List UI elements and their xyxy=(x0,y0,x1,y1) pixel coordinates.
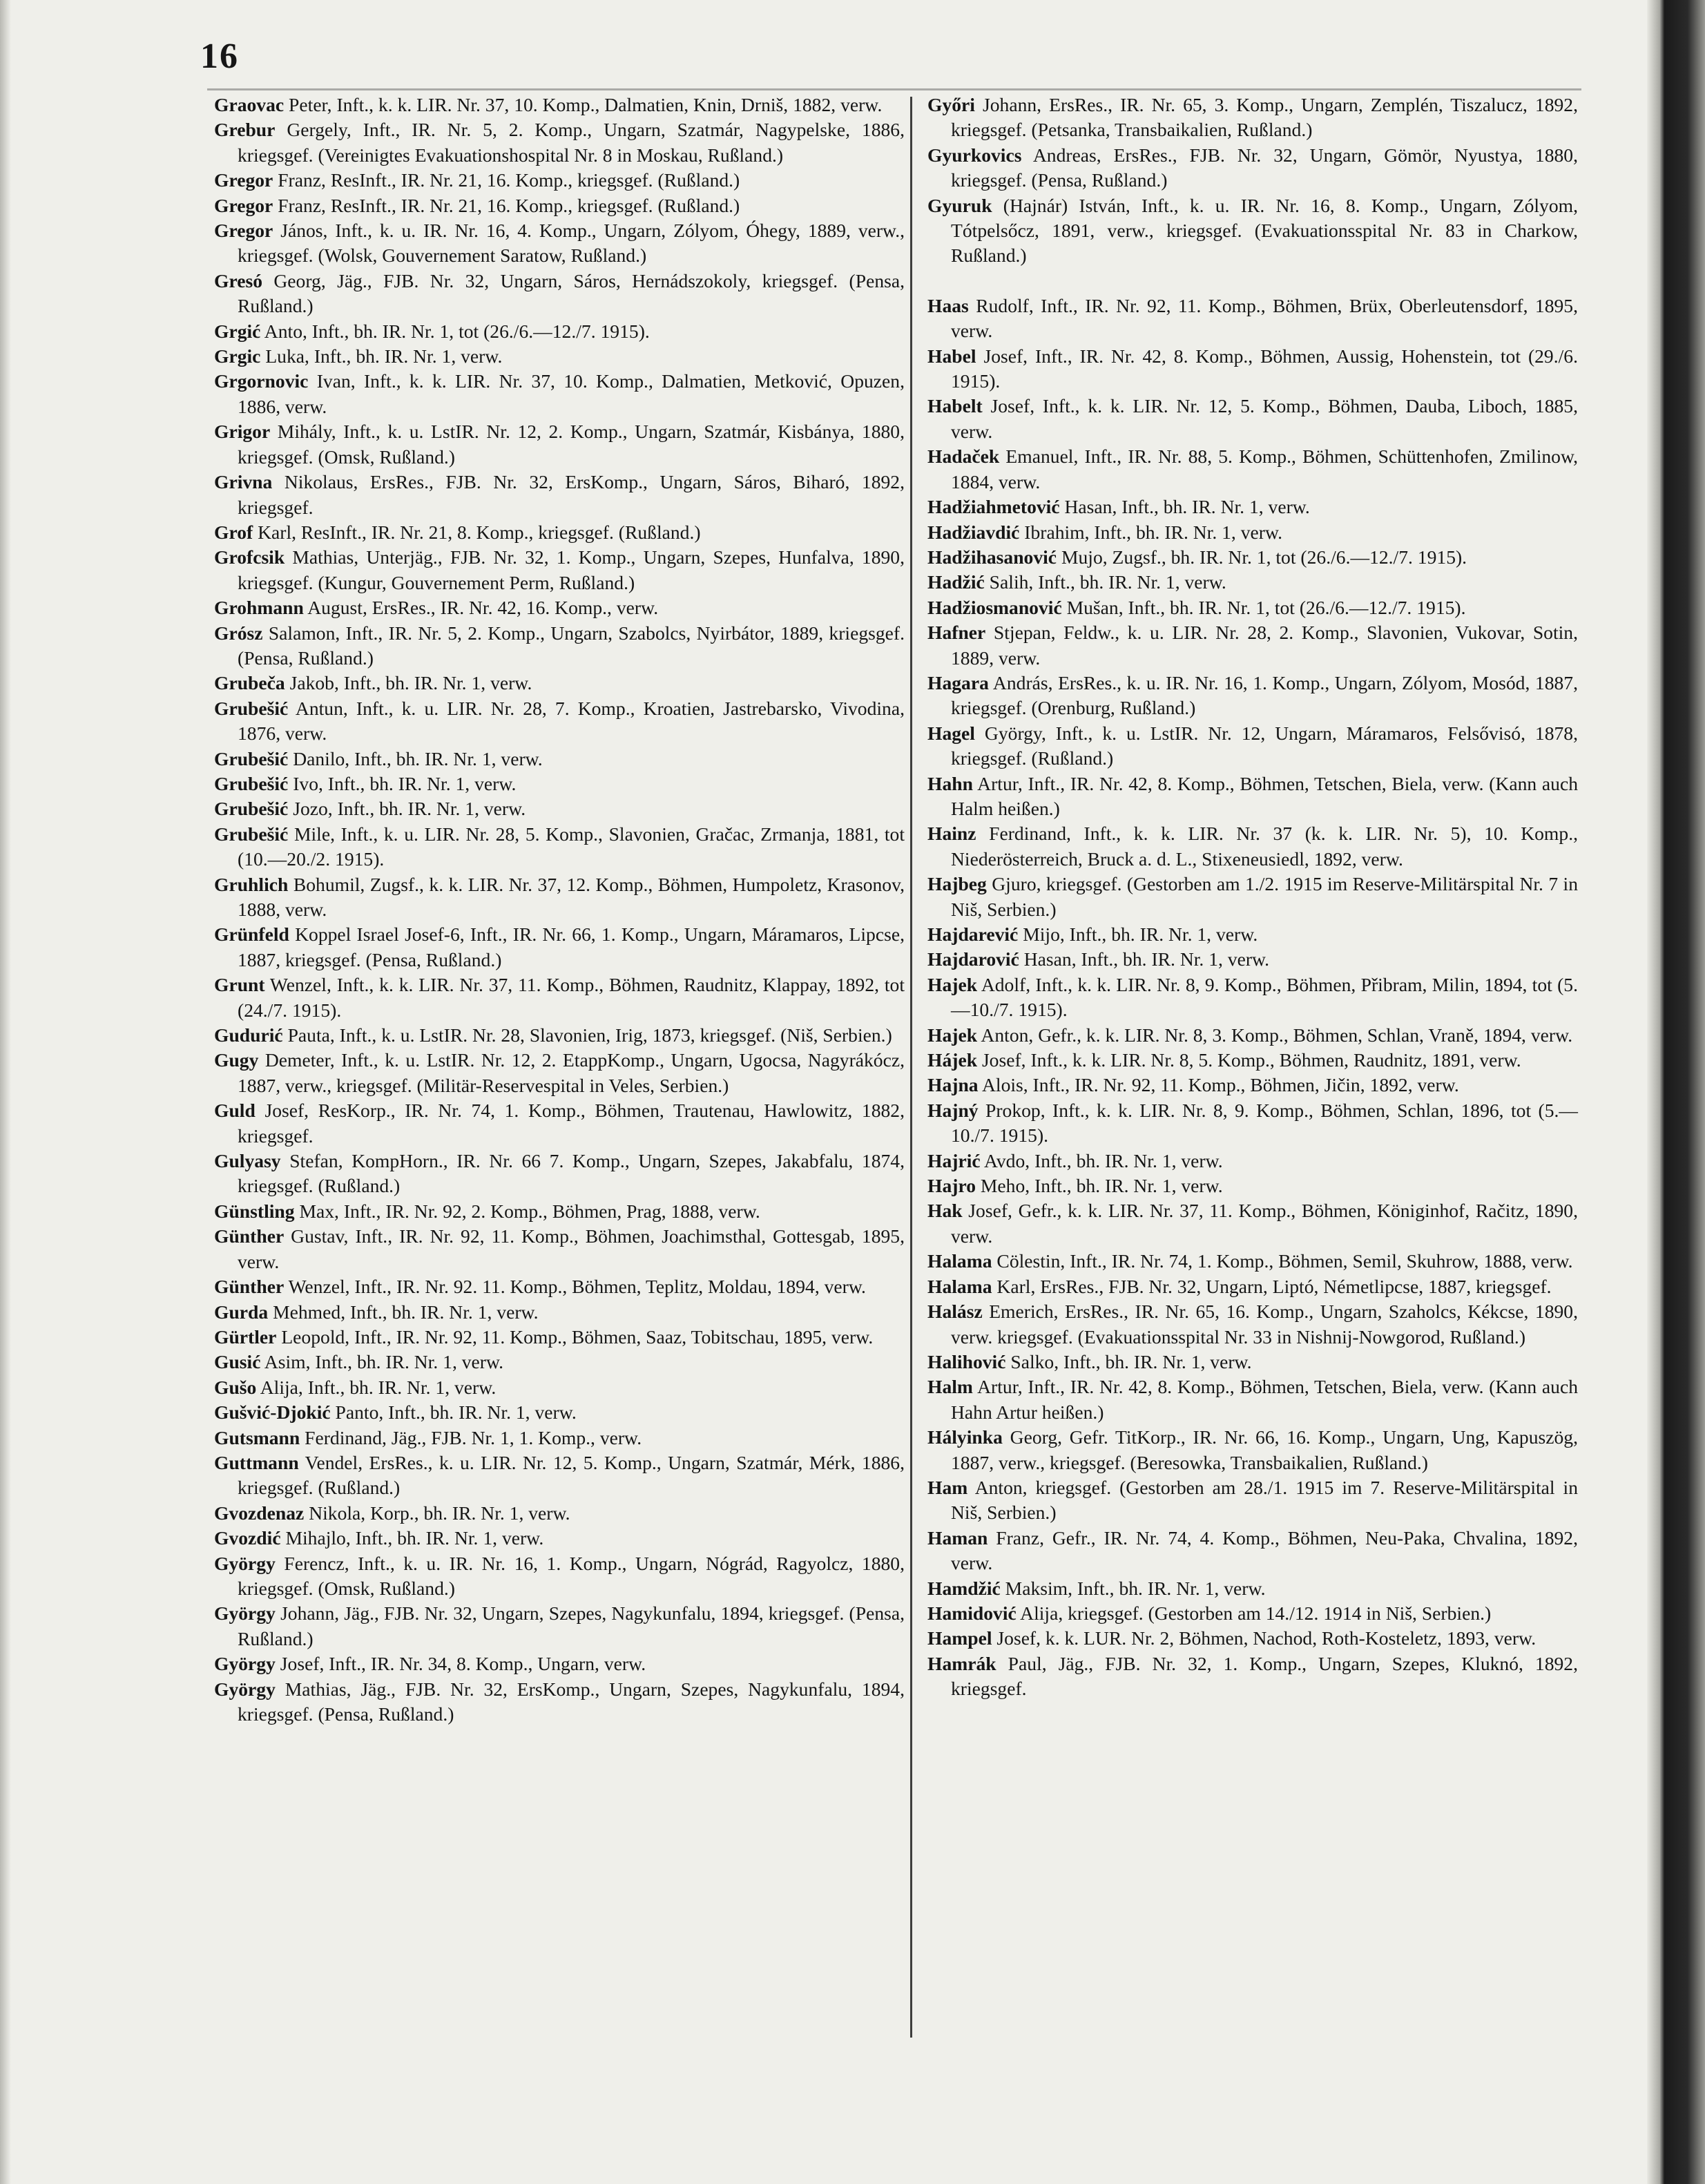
entry-details: Mathias, Jäg., FJB. Nr. 32, ErsKomp., Ungarn, Szepes, Nagykunfalu, 1894, kriegsgef. (Pensa, Rußland.) xyxy=(238,1678,905,1725)
entry-details: Josef, Inft., IR. Nr. 34, 8. Komp., Ungarn, verw. xyxy=(275,1653,646,1675)
entry-details: Artur, Inft., IR. Nr. 42, 8. Komp., Böhmen, Tetschen, Biela, verw. (Kann auch Hahn Artur heißen.) xyxy=(951,1376,1578,1423)
entry-details: Panto, Inft., bh. IR. Nr. 1, verw. xyxy=(330,1401,577,1424)
entry-surname: Hak xyxy=(927,1200,963,1222)
list-entry xyxy=(927,1023,1578,1048)
list-entry xyxy=(214,1450,905,1501)
entry-surname: Hajný xyxy=(927,1099,979,1121)
list-entry xyxy=(927,1249,1578,1274)
entry-details: Gustav, Inft., IR. Nr. 92, 11. Komp., Böhmen, Joachimsthal, Gottesgab, 1895, verw. xyxy=(238,1225,905,1272)
entry-details: Avdo, Inft., bh. IR. Nr. 1, verw. xyxy=(980,1149,1223,1171)
entry-surname: Halász xyxy=(927,1301,983,1323)
entry-details: Josef, ResKorp., IR. Nr. 74, 1. Komp., Böhmen, Trautenau, Hawlowitz, 1882, kriegsgef. xyxy=(238,1100,905,1147)
list-entry xyxy=(927,922,1578,947)
list-entry xyxy=(214,772,905,796)
entry-details: Ibrahim, Inft., bh. IR. Nr. 1, verw. xyxy=(1019,521,1282,543)
entry-surname: Grubešić xyxy=(214,823,289,845)
entry-details: Alois, Inft., IR. Nr. 92, 11. Komp., Böhmen, Jičin, 1892, verw. xyxy=(978,1074,1459,1096)
entry-details: Jozo, Inft., bh. IR. Nr. 1, verw. xyxy=(288,798,526,820)
entry-details: Mehmed, Inft., bh. IR. Nr. 1, verw. xyxy=(268,1301,539,1323)
entry-details: Mujo, Zugsf., bh. IR. Nr. 1, tot (26./6.—12./7. 1915). xyxy=(1057,546,1467,568)
list-entry xyxy=(927,821,1578,872)
entry-surname: Grohmann xyxy=(214,597,304,619)
entry-details: Anton, Gefr., k. k. LIR. Nr. 8, 3. Komp., Böhmen, Schlan, Vraně, 1894, verw. xyxy=(977,1024,1573,1046)
list-entry xyxy=(927,1350,1578,1374)
entry-surname: Grósz xyxy=(214,622,263,644)
list-entry xyxy=(214,1501,905,1526)
entry-surname: Hampel xyxy=(927,1627,992,1649)
entry-surname: György xyxy=(214,1602,276,1625)
list-entry xyxy=(214,93,905,117)
entry-details: Ivo, Inft., bh. IR. Nr. 1, verw. xyxy=(288,772,517,794)
entry-surname: Gugy xyxy=(214,1049,259,1071)
list-entry xyxy=(927,1073,1578,1098)
list-entry xyxy=(214,1274,905,1299)
list-entry xyxy=(214,319,905,344)
entry-surname: Günther xyxy=(214,1276,285,1298)
section-gap xyxy=(927,269,1578,294)
entry-surname: Halama xyxy=(927,1250,992,1272)
entry-details: Gergely, Inft., IR. Nr. 5, 2. Komp., Ungarn, Szatmár, Nagypelske, 1886, kriegsgef. (Vereinigtes Evakuationshospital Nr. 8 in Moskau, Rußland.) xyxy=(238,119,905,166)
list-entry xyxy=(927,1475,1578,1526)
entry-surname: Hadaček xyxy=(927,446,1000,468)
entry-details: Maksim, Inft., bh. IR. Nr. 1, verw. xyxy=(1000,1577,1266,1599)
list-entry xyxy=(214,1300,905,1325)
entry-details: Meho, Inft., bh. IR. Nr. 1, verw. xyxy=(976,1175,1223,1197)
entry-details: Wenzel, Inft., k. k. LIR. Nr. 37, 11. Komp., Böhmen, Raudnitz, Klappay, 1892, tot (24./7. 1915). xyxy=(238,974,905,1021)
entry-details: Josef, Inft., k. k. LIR. Nr. 12, 5. Komp., Böhmen, Dauba, Liboch, 1885, verw. xyxy=(951,395,1578,442)
entry-surname: Grubešić xyxy=(214,747,289,769)
entry-surname: György xyxy=(214,1653,276,1675)
entry-details: Peter, Inft., k. k. LIR. Nr. 37, 10. Komp., Dalmatien, Knin, Drniš, 1882, verw. xyxy=(284,94,883,115)
list-entry xyxy=(214,1601,905,1651)
entry-surname: Hajdarović xyxy=(927,948,1019,970)
entry-surname: Hajek xyxy=(927,1024,978,1046)
list-entry xyxy=(927,1274,1578,1299)
entry-details: Salko, Inft., bh. IR. Nr. 1, verw. xyxy=(1005,1350,1252,1372)
list-entry xyxy=(214,117,905,168)
entry-details: Max, Inft., IR. Nr. 92, 2. Komp., Böhmen, Prag, 1888, verw. xyxy=(294,1200,760,1222)
entry-surname: Hadžiahmetović xyxy=(927,496,1060,518)
entry-details: Ivan, Inft., k. k. LIR. Nr. 37, 10. Komp., Dalmatien, Metković, Opuzen, 1886, verw. xyxy=(238,370,905,417)
entry-surname: Hamidović xyxy=(927,1602,1017,1624)
list-entry xyxy=(214,621,905,671)
entry-details: János, Inft., k. u. IR. Nr. 16, 4. Komp., Ungarn, Zólyom, Óhegy, 1889, verw., kriegsgef. (Wolsk, Gouvernement Saratow, Rußland.) xyxy=(238,220,905,267)
list-entry xyxy=(927,1098,1578,1149)
list-entry xyxy=(927,1576,1578,1601)
list-entry xyxy=(927,143,1578,193)
entry-details: Mihály, Inft., k. u. LstIR. Nr. 12, 2. Komp., Ungarn, Szatmár, Kisbánya, 1880, kriegsgef. (Omsk, Rußland.) xyxy=(238,421,905,468)
entry-details: Franz, ResInft., IR. Nr. 21, 16. Komp., kriegsgef. (Rußland.) xyxy=(273,194,740,216)
entry-surname: Graovac xyxy=(214,94,285,115)
entry-details: Georg, Jäg., FJB. Nr. 32, Ungarn, Sáros, Hernádszokoly, kriegsgef. (Pensa, Rußland.) xyxy=(238,269,905,317)
entry-surname: Hajdarević xyxy=(927,923,1019,945)
entry-details: Wenzel, Inft., IR. Nr. 92. 11. Komp., Böhmen, Teplitz, Moldau, 1894, verw. xyxy=(284,1276,866,1298)
entry-surname: Gregor xyxy=(214,194,273,216)
entry-details: Jakob, Inft., bh. IR. Nr. 1, verw. xyxy=(285,672,532,694)
entry-details: Mathias, Unterjäg., FJB. Nr. 32, 1. Komp., Ungarn, Szepes, Hunfalva, 1890, kriegsgef. (Kungur, Gouvernement Perm, Rußland.) xyxy=(238,546,905,593)
entry-surname: Günstling xyxy=(214,1200,295,1222)
entry-details: Stjepan, Feldw., k. u. LIR. Nr. 28, 2. Komp., Slavonien, Vukovar, Sotin, 1889, verw. xyxy=(951,622,1578,669)
entry-surname: Gvozdić xyxy=(214,1527,281,1549)
scan-edge-left xyxy=(0,0,11,2184)
entry-details: András, ErsRes., k. u. IR. Nr. 16, 1. Komp., Ungarn, Zólyom, Mosód, 1887, kriegsgef. (Orenburg, Rußland.) xyxy=(951,671,1578,719)
entry-surname: Gregor xyxy=(214,169,273,191)
scan-edge-right xyxy=(1647,0,1705,2184)
list-entry xyxy=(214,344,905,369)
entry-details: Alija, Inft., bh. IR. Nr. 1, verw. xyxy=(256,1376,497,1398)
list-entry xyxy=(927,772,1578,822)
entry-surname: Gutsmann xyxy=(214,1426,300,1448)
entry-details: (Hajnár) István, Inft., k. u. IR. Nr. 16, 8. Komp., Ungarn, Zólyom, Tótpelsőcz, 1891, verw., kriegsgef. (Evakuationsspital Nr. 83 in Charkow, Rußland.) xyxy=(951,194,1578,267)
list-entry xyxy=(214,1149,905,1199)
entry-details: Luka, Inft., bh. IR. Nr. 1, verw. xyxy=(260,345,503,367)
list-entry xyxy=(927,947,1578,972)
list-entry xyxy=(927,973,1578,1023)
entry-surname: Grubešić xyxy=(214,697,289,719)
list-entry xyxy=(214,595,905,620)
list-entry xyxy=(927,1601,1578,1626)
entry-surname: Gudurić xyxy=(214,1024,283,1046)
list-entry xyxy=(927,444,1578,495)
entry-surname: Halihović xyxy=(927,1350,1006,1372)
list-entry xyxy=(927,1526,1578,1576)
list-entry xyxy=(214,168,905,193)
entry-surname: Habelt xyxy=(927,395,983,417)
entry-details: Nikola, Korp., bh. IR. Nr. 1, verw. xyxy=(304,1502,570,1524)
entry-surname: Gusić xyxy=(214,1351,261,1373)
entry-surname: Hajek xyxy=(927,973,978,995)
entry-details: Salamon, Inft., IR. Nr. 5, 2. Komp., Ungarn, Szabolcs, Nyirbátor, 1889, kriegsgef. (Pensa, Rußland.) xyxy=(238,622,905,669)
list-entry xyxy=(214,269,905,319)
entry-surname: Gregor xyxy=(214,220,273,242)
list-entry xyxy=(927,545,1578,570)
entry-details: Ferdinand, Inft., k. k. LIR. Nr. 37 (k. k. LIR. Nr. 5), 10. Komp., Niederösterreich, Bruck a. d. L., Stixeneusiedl, 1892, verw. xyxy=(951,823,1578,870)
list-entry xyxy=(927,193,1578,269)
entry-surname: Gurda xyxy=(214,1301,269,1323)
list-entry xyxy=(214,696,905,747)
list-entry xyxy=(927,570,1578,595)
list-entry xyxy=(214,822,905,872)
entry-details: Ferdinand, Jäg., FJB. Nr. 1, 1. Komp., verw. xyxy=(300,1426,642,1448)
list-entry xyxy=(214,419,905,470)
list-entry xyxy=(214,1023,905,1048)
entry-surname: Hajrić xyxy=(927,1149,981,1171)
entry-surname: Hajbeg xyxy=(927,873,987,895)
list-entry xyxy=(214,1651,905,1676)
entry-details: Johann, Jäg., FJB. Nr. 32, Ungarn, Szepes, Nagykunfalu, 1894, kriegsgef. (Pensa, Rußland.) xyxy=(238,1602,905,1649)
list-entry xyxy=(927,1149,1578,1174)
entry-details: August, ErsRes., IR. Nr. 42, 16. Komp., verw. xyxy=(303,597,659,619)
list-entry xyxy=(214,545,905,595)
entry-details: Artur, Inft., IR. Nr. 42, 8. Komp., Böhmen, Tetschen, Biela, verw. (Kann auch Halm heißen.) xyxy=(951,772,1578,819)
list-entry xyxy=(214,922,905,973)
list-entry xyxy=(927,620,1578,671)
entry-surname: Hadžihasanović xyxy=(927,546,1057,568)
list-entry xyxy=(214,1375,905,1400)
entry-surname: Grubešić xyxy=(214,798,289,820)
entry-details: Emerich, ErsRes., IR. Nr. 65, 16. Komp., Ungarn, Szaholcs, Kékcse, 1890, verw. kriegsgef. (Evakuationsspital Nr. 33 in Nishnij-Nowgorod, Rußland.) xyxy=(951,1301,1578,1348)
entry-surname: Günther xyxy=(214,1225,285,1247)
entry-details: Emanuel, Inft., IR. Nr. 88, 5. Komp., Böhmen, Schüttenhofen, Zmilinow, 1884, verw. xyxy=(951,446,1578,492)
entry-surname: Gyurkovics xyxy=(927,144,1022,166)
list-entry xyxy=(927,1299,1578,1350)
entry-details: Hasan, Inft., bh. IR. Nr. 1, verw. xyxy=(1019,948,1270,970)
entry-surname: Gyuruk xyxy=(927,194,992,216)
entry-surname: Hainz xyxy=(927,823,976,845)
header-rule xyxy=(207,88,1581,90)
list-entry xyxy=(927,520,1578,545)
entry-surname: Gušo xyxy=(214,1376,257,1398)
list-entry xyxy=(927,872,1578,922)
entry-surname: Grivna xyxy=(214,471,273,493)
entry-details: Danilo, Inft., bh. IR. Nr. 1, verw. xyxy=(288,747,543,769)
list-entry xyxy=(214,747,905,772)
entry-details: Cölestin, Inft., IR. Nr. 74, 1. Komp., Böhmen, Semil, Skuhrow, 1888, verw. xyxy=(992,1250,1573,1272)
list-entry xyxy=(214,1350,905,1374)
entry-details: Rudolf, Inft., IR. Nr. 92, 11. Komp., Böhmen, Brüx, Oberleutensdorf, 1895, verw. xyxy=(951,294,1578,342)
entry-surname: Halm xyxy=(927,1376,973,1398)
entry-details: György, Inft., k. u. LstIR. Nr. 12, Ungarn, Máramaros, Felsővisó, 1878, kriegsgef. (Rußland.) xyxy=(951,722,1578,769)
entry-surname: Grof xyxy=(214,521,253,543)
entry-surname: Hamrák xyxy=(927,1652,996,1674)
left-column xyxy=(214,93,905,1727)
list-entry xyxy=(214,369,905,419)
entry-surname: Haas xyxy=(927,294,969,316)
list-entry xyxy=(214,218,905,269)
entry-details: Josef, k. k. LUR. Nr. 2, Böhmen, Nachod, Roth-Kosteletz, 1893, verw. xyxy=(992,1627,1537,1649)
list-entry xyxy=(214,520,905,545)
entry-surname: Grunt xyxy=(214,974,265,996)
list-entry xyxy=(927,1198,1578,1249)
entry-surname: György xyxy=(214,1552,276,1574)
list-entry xyxy=(214,470,905,520)
entry-surname: Guld xyxy=(214,1100,256,1122)
entry-surname: Győri xyxy=(927,94,975,115)
list-entry xyxy=(927,1425,1578,1475)
entry-surname: Grubeča xyxy=(214,672,285,694)
entry-details: Koppel Israel Josef-6, Inft., IR. Nr. 66, 1. Komp., Ungarn, Máramaros, Lipcse, 1887, kriegsgef. (Pensa, Rußland.) xyxy=(238,923,905,970)
entry-surname: Hamdžić xyxy=(927,1577,1001,1599)
list-entry xyxy=(214,671,905,696)
list-entry xyxy=(927,344,1578,394)
list-entry xyxy=(214,796,905,821)
list-entry xyxy=(927,1651,1578,1702)
list-entry xyxy=(927,495,1578,519)
entry-surname: Grebur xyxy=(214,119,276,141)
entry-details: Antun, Inft., k. u. LIR. Nr. 28, 7. Komp., Kroatien, Jastrebarsko, Vivodina, 1876, verw. xyxy=(238,697,905,745)
list-entry xyxy=(927,1626,1578,1651)
entry-details: Mihajlo, Inft., bh. IR. Nr. 1, verw. xyxy=(280,1527,544,1549)
entry-details: Karl, ErsRes., FJB. Nr. 32, Ungarn, Liptó, Németlipcse, 1887, kriegsgef. xyxy=(992,1275,1552,1297)
entry-surname: Hahn xyxy=(927,772,973,794)
entry-surname: Grigor xyxy=(214,421,271,443)
list-entry xyxy=(214,193,905,218)
entry-surname: Grünfeld xyxy=(214,923,289,946)
entry-surname: Hajro xyxy=(927,1175,976,1197)
entry-details: Ferencz, Inft., k. u. IR. Nr. 16, 1. Komp., Ungarn, Nógrád, Ragyolcz, 1880, kriegsgef. (Omsk, Rußland.) xyxy=(238,1552,905,1599)
entry-surname: Habel xyxy=(927,345,976,367)
list-entry xyxy=(214,973,905,1023)
entry-details: Pauta, Inft., k. u. LstIR. Nr. 28, Slavonien, Irig, 1873, kriegsgef. (Niš, Serbien.) xyxy=(282,1024,892,1046)
list-entry xyxy=(927,1374,1578,1425)
entry-details: Georg, Gefr. TitKorp., IR. Nr. 66, 16. Komp., Ungarn, Ung, Kapuszög, 1887, verw., kriegsgef. (Beresowka, Transbaikalien, Rußland.) xyxy=(951,1426,1578,1473)
entry-surname: Gušvić-Djokić xyxy=(214,1401,331,1424)
entry-surname: Hafner xyxy=(927,622,986,644)
entry-surname: Ham xyxy=(927,1476,968,1498)
entry-surname: Grgornovic xyxy=(214,370,309,392)
entry-surname: Hályinka xyxy=(927,1426,1003,1448)
list-entry xyxy=(214,1426,905,1450)
entry-details: Vendel, ErsRes., k. u. LIR. Nr. 12, 5. Komp., Ungarn, Szatmár, Mérk, 1886, kriegsgef. (Rußland.) xyxy=(238,1451,905,1499)
entry-surname: Haman xyxy=(927,1526,988,1549)
entry-surname: Halama xyxy=(927,1275,992,1297)
entry-surname: Guttmann xyxy=(214,1451,299,1473)
entry-details: Salih, Inft., bh. IR. Nr. 1, verw. xyxy=(984,571,1226,593)
entry-surname: Hadžić xyxy=(927,571,985,593)
entry-details: Prokop, Inft., k. k. LIR. Nr. 8, 9. Komp., Böhmen, Schlan, 1896, tot (5.—10./7. 1915). xyxy=(951,1099,1578,1147)
entry-surname: György xyxy=(214,1678,276,1700)
entry-details: Paul, Jäg., FJB. Nr. 32, 1. Komp., Ungarn, Szepes, Kluknó, 1892, kriegsgef. xyxy=(951,1652,1578,1700)
entry-details: Mile, Inft., k. u. LIR. Nr. 28, 5. Komp., Slavonien, Gračac, Zrmanja, 1881, tot (10.—20./2. 1915). xyxy=(238,823,905,870)
entry-surname: Hadžiosmanović xyxy=(927,596,1062,618)
entry-details: Hasan, Inft., bh. IR. Nr. 1, verw. xyxy=(1059,496,1310,518)
right-column xyxy=(927,93,1578,1702)
list-entry xyxy=(927,595,1578,620)
entry-surname: Hájek xyxy=(927,1049,978,1071)
entry-details: Johann, ErsRes., IR. Nr. 65, 3. Komp., Ungarn, Zemplén, Tiszalucz, 1892, kriegsgef. (Petsanka, Transbaikalien, Rußland.) xyxy=(951,94,1578,141)
list-entry xyxy=(927,1048,1578,1073)
entry-details: Josef, Inft., k. k. LIR. Nr. 8, 5. Komp., Böhmen, Raudnitz, 1891, verw. xyxy=(977,1049,1521,1071)
entry-surname: Gruhlich xyxy=(214,873,289,895)
entry-details: Stefan, KompHorn., IR. Nr. 66 7. Komp., Ungarn, Szepes, Jakabfalu, 1874, kriegsgef. (Rußland.) xyxy=(238,1150,905,1197)
list-entry xyxy=(927,394,1578,444)
entry-details: Anto, Inft., bh. IR. Nr. 1, tot (26./6.—12./7. 1915). xyxy=(260,320,650,342)
entry-details: Asim, Inft., bh. IR. Nr. 1, verw. xyxy=(260,1351,504,1373)
entry-surname: Gvozdenaz xyxy=(214,1502,305,1524)
entry-details: Mijo, Inft., bh. IR. Nr. 1, verw. xyxy=(1018,923,1258,945)
list-entry xyxy=(214,1098,905,1149)
entry-surname: Gulyasy xyxy=(214,1150,281,1172)
list-entry xyxy=(214,1400,905,1425)
entry-surname: Gürtler xyxy=(214,1325,277,1348)
list-entry xyxy=(214,1048,905,1098)
list-entry xyxy=(927,93,1578,143)
entry-surname: Gresó xyxy=(214,269,262,291)
entry-details: Bohumil, Zugsf., k. k. LIR. Nr. 37, 12. Komp., Böhmen, Humpoletz, Krasonov, 1888, verw. xyxy=(238,873,905,920)
entry-surname: Hagel xyxy=(927,722,975,744)
list-entry xyxy=(927,294,1578,344)
entry-details: Anton, kriegsgef. (Gestorben am 28./1. 1915 im 7. Reserve-Militärspital in Niš, Serbien.) xyxy=(951,1476,1578,1524)
entry-surname: Grofcsik xyxy=(214,546,285,568)
entry-details: Demeter, Inft., k. u. LstIR. Nr. 12, 2. EtappKomp., Ungarn, Ugocsa, Nagyrákócz, 1887, verw., kriegsgef. (Militär-Reservespital in Veles, Serbien.) xyxy=(238,1049,905,1096)
entry-details: Adolf, Inft., k. k. LIR. Nr. 8, 9. Komp., Böhmen, Přibram, Milin, 1894, tot (5.—10./7. 1915). xyxy=(951,973,1578,1021)
list-entry xyxy=(927,671,1578,721)
entry-details: Leopold, Inft., IR. Nr. 92, 11. Komp., Böhmen, Saaz, Tobitschau, 1895, verw. xyxy=(276,1325,874,1348)
list-entry xyxy=(214,1199,905,1224)
entry-details: Josef, Gefr., k. k. LIR. Nr. 37, 11. Komp., Böhmen, Königinhof, Račitz, 1890, verw. xyxy=(951,1200,1578,1247)
page-number: 16 xyxy=(200,37,239,76)
entry-details: Mušan, Inft., bh. IR. Nr. 1, tot (26./6.—12./7. 1915). xyxy=(1061,596,1466,618)
entry-details: Franz, ResInft., IR. Nr. 21, 16. Komp., kriegsgef. (Rußland.) xyxy=(273,169,740,191)
entry-details: Karl, ResInft., IR. Nr. 21, 8. Komp., kriegsgef. (Rußland.) xyxy=(253,521,701,543)
entry-details: Alija, kriegsgef. (Gestorben am 14./12. 1914 in Niš, Serbien.) xyxy=(1016,1602,1492,1624)
list-entry xyxy=(214,1526,905,1551)
entry-surname: Grubešić xyxy=(214,772,289,794)
column-divider xyxy=(910,97,912,2038)
entry-details: Nikolaus, ErsRes., FJB. Nr. 32, ErsKomp., Ungarn, Sáros, Biharó, 1892, kriegsgef. xyxy=(238,471,905,518)
list-entry xyxy=(214,1677,905,1727)
list-entry xyxy=(214,1325,905,1350)
entry-surname: Hajna xyxy=(927,1074,979,1096)
entry-details: Franz, Gefr., IR. Nr. 74, 4. Komp., Böhmen, Neu-Paka, Chvalina, 1892, verw. xyxy=(951,1526,1578,1574)
entry-details: Gjuro, kriegsgef. (Gestorben am 1./2. 1915 im Reserve-Militärspital Nr. 7 in Niš, Serbien.) xyxy=(951,873,1578,920)
list-entry xyxy=(214,1551,905,1602)
entry-surname: Hadžiavdić xyxy=(927,521,1020,543)
list-entry xyxy=(927,1174,1578,1198)
list-entry xyxy=(214,1224,905,1274)
entry-details: Josef, Inft., IR. Nr. 42, 8. Komp., Böhmen, Aussig, Hohenstein, tot (29./6. 1915). xyxy=(951,345,1578,392)
entry-surname: Hagara xyxy=(927,671,989,693)
entry-surname: Grgic xyxy=(214,345,261,367)
list-entry xyxy=(214,872,905,923)
list-entry xyxy=(927,721,1578,772)
entry-surname: Grgić xyxy=(214,320,261,342)
entry-details: Andreas, ErsRes., FJB. Nr. 32, Ungarn, Gömör, Nyustya, 1880, kriegsgef. (Pensa, Rußland.) xyxy=(951,144,1578,191)
